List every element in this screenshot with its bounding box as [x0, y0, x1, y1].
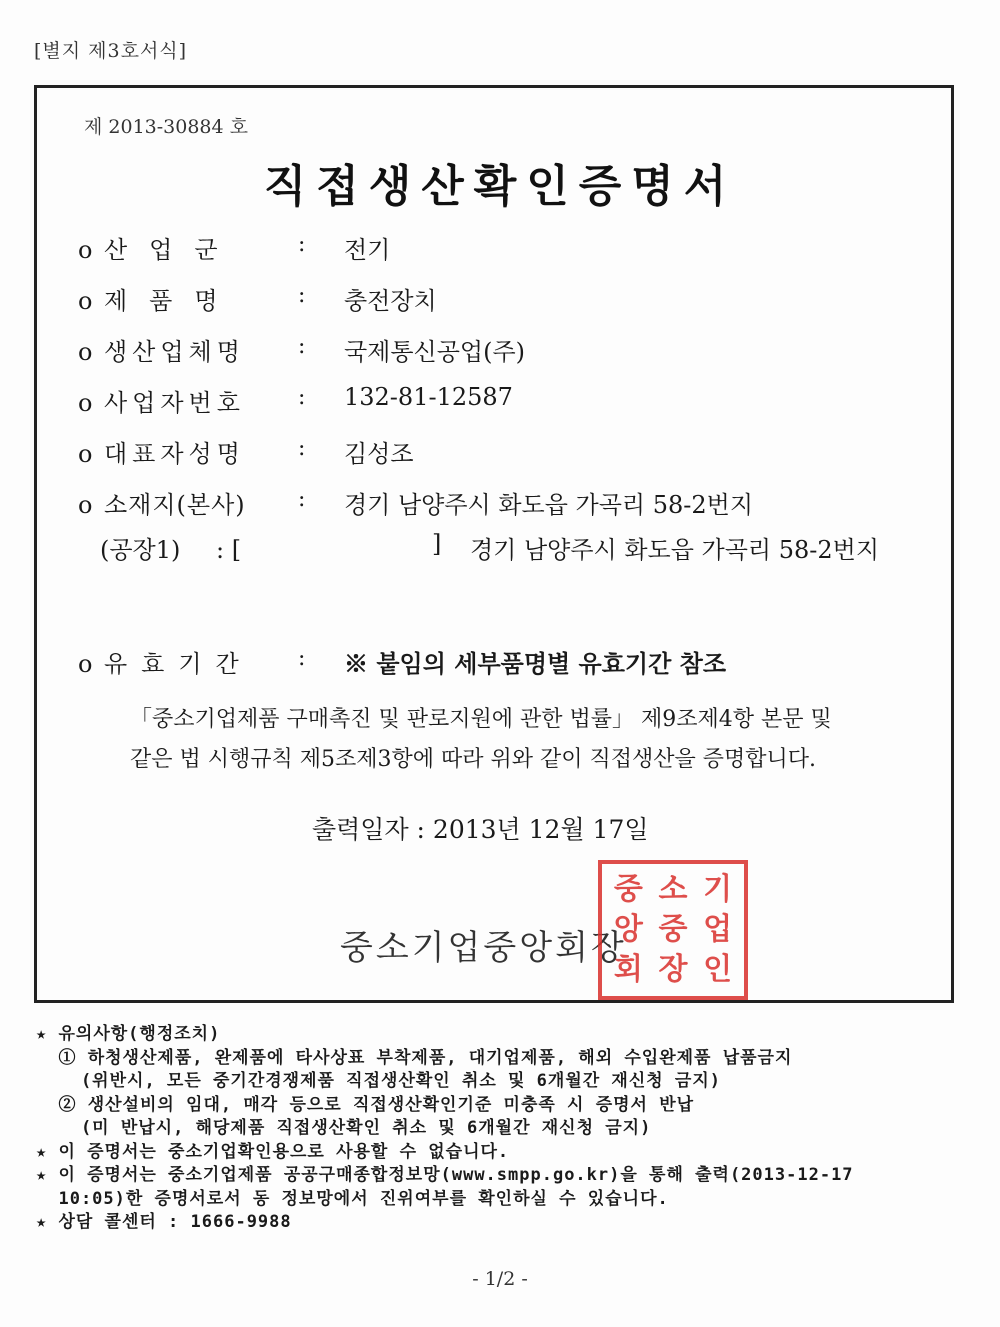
note-line: ★ 상담 콜센터 : 1666-9988 — [36, 1212, 292, 1232]
field-row-representative — [78, 434, 294, 469]
law-text-line: 같은 법 시행규칙 제5조제3항에 따라 위와 같이 직접생산을 증명합니다. — [130, 747, 816, 772]
colon: : — [298, 646, 306, 671]
bullet: o — [78, 338, 93, 366]
colon: : — [298, 283, 306, 308]
notes-section — [36, 1023, 854, 1235]
field-value-business-number: 132-81-12587 — [344, 383, 513, 411]
note-line: ① 하청생산제품, 완제품에 타사상표 부착제품, 대기업제품, 해외 수입완제품 납품금지 — [36, 1047, 793, 1068]
field-label: 대표자성명 — [104, 440, 245, 468]
note-line: (미 반납시, 해당제품 직접생산확인 취소 및 6개월간 재신청 금지) — [36, 1118, 652, 1138]
validity-value: ※ 붙임의 세부품명별 유효기간 참조 — [344, 649, 726, 678]
document-title: 직접생산확인증명서 — [263, 161, 737, 212]
bullet: o — [78, 236, 93, 264]
field-value-headquarters: 경기 남양주시 화도읍 가곡리 58-2번지 — [344, 491, 754, 519]
factory-bracket-close: ] — [432, 530, 442, 558]
note-line: (위반시, 모든 중기간경쟁제품 직접생산확인 취소 및 6개월간 재신청 금지) — [36, 1071, 721, 1091]
field-row-industry — [78, 230, 294, 265]
note-line: ★ 이 증명서는 중소기업제품 공공구매종합정보망(www.smpp.go.kr)을 통해 출력(2013-12-17 — [36, 1165, 854, 1185]
field-value-industry: 전기 — [344, 236, 391, 264]
field-row-validity — [78, 644, 294, 679]
field-value-company: 국제통신공업(주) — [344, 338, 526, 366]
factory-address: 경기 남양주시 화도읍 가곡리 58-2번지 — [470, 536, 880, 564]
field-row-company — [78, 332, 294, 367]
bullet: o — [78, 287, 93, 315]
document-number: 제 2013-30884 호 — [84, 116, 249, 138]
field-label: 산업군 — [104, 236, 240, 264]
colon: : — [298, 436, 306, 461]
field-label: 생산업체명 — [104, 338, 245, 366]
issuer-name: 중소기업중앙회장 — [340, 928, 627, 968]
colon: : — [298, 232, 306, 257]
field-label: 유효기간 — [104, 650, 253, 678]
colon: : — [298, 487, 306, 512]
factory-label-text: (공장1) — [100, 536, 181, 564]
field-value-representative: 김성조 — [344, 440, 414, 468]
bullet: o — [78, 491, 93, 519]
field-label: 사업자번호 — [104, 389, 245, 417]
official-seal: 중 소 기 앙 중 업 회 장 인 — [598, 860, 748, 1000]
factory-bracket-open: : [ — [216, 536, 242, 564]
field-row-product — [78, 281, 294, 316]
field-row-headquarters — [78, 485, 294, 520]
field-row-business-number — [78, 383, 294, 418]
note-line: ★ 이 증명서는 중소기업확인용으로 사용할 수 없습니다. — [36, 1141, 510, 1162]
bullet: o — [78, 440, 93, 468]
note-line: 10:05)한 증명서로서 동 정보망에서 진위여부를 확인하실 수 있습니다. — [36, 1188, 669, 1209]
form-label: [별지 제3호서식] — [34, 40, 188, 62]
print-date: 출력일자 : 2013년 12월 17일 — [312, 815, 649, 844]
page-number: - 1/2 - — [472, 1268, 528, 1290]
bullet: o — [78, 389, 93, 417]
field-value-product: 충전장치 — [344, 287, 437, 315]
colon: : — [298, 334, 306, 359]
colon: : — [298, 385, 306, 410]
bullet: o — [78, 650, 93, 678]
field-label: 제품명 — [104, 287, 240, 315]
field-label: 소재지(본사) — [104, 491, 246, 519]
note-line: ★ 유의사항(행정조치) — [36, 1024, 221, 1044]
note-line: ② 생산설비의 임대, 매각 등으로 직접생산확인기준 미충족 시 증명서 반납 — [36, 1094, 695, 1115]
law-text-line: 「중소기업제품 구매촉진 및 판로지원에 관한 법률」 제9조제4항 본문 및 — [130, 707, 832, 732]
factory-label — [100, 530, 241, 565]
